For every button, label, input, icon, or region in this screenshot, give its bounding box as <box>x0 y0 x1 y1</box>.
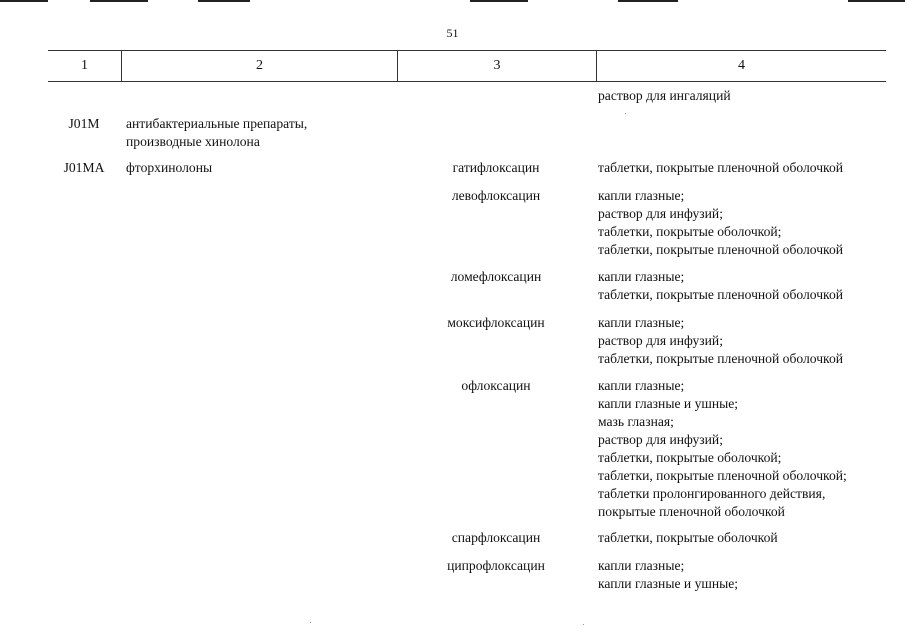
page-number: 51 <box>446 26 459 40</box>
dosage-form-list <box>598 187 898 259</box>
drug-name: ломефлоксацин <box>450 269 542 284</box>
dosage-form: раствор для инфузий; <box>598 333 723 348</box>
atc-code: J01MA <box>63 160 105 175</box>
dosage-form-list <box>598 557 898 593</box>
scan-speck <box>583 624 584 625</box>
scan-speck <box>625 113 626 114</box>
dosage-form-list <box>598 159 898 177</box>
dosage-form: капли глазные и ушные; <box>598 396 739 411</box>
dosage-form: таблетки пролонгированного действия, <box>598 486 826 501</box>
group-name-line: производные хинолона <box>126 134 260 149</box>
atc-group-name <box>126 159 386 177</box>
scan-artifact <box>470 0 528 2</box>
dosage-form: капли глазные; <box>598 378 685 393</box>
drug-name: гатифлоксацин <box>452 160 540 175</box>
dosage-form: капли глазные; <box>598 315 685 330</box>
dosage-form: капли глазные и ушные; <box>598 576 739 591</box>
dosage-form: капли глазные; <box>598 558 685 573</box>
dosage-form: таблетки, покрытые пленочной оболочкой <box>598 287 844 302</box>
dosage-form: таблетки, покрытые пленочной оболочкой <box>598 351 844 366</box>
scan-artifact <box>0 0 48 2</box>
dosage-form: капли глазные; <box>598 269 685 284</box>
header-col-4: 4 <box>738 58 745 73</box>
dosage-form: таблетки, покрытые пленочной оболочкой; <box>598 468 847 483</box>
dosage-form: раствор для ингаляций <box>598 88 731 103</box>
dosage-form-list <box>598 377 898 521</box>
group-name-line: антибактериальные препараты, <box>126 116 308 131</box>
dosage-form-list <box>598 268 898 304</box>
dosage-form: покрытые пленочной оболочкой <box>598 504 785 519</box>
atc-code: J01M <box>68 116 100 131</box>
drug-name: спарфлоксацин <box>451 530 541 545</box>
dosage-form: таблетки, покрытые пленочной оболочкой <box>598 242 844 257</box>
dosage-form: капли глазные; <box>598 188 685 203</box>
drug-name: офлоксацин <box>461 378 531 393</box>
header-col-2: 2 <box>256 58 263 73</box>
dosage-form: раствор для инфузий; <box>598 206 723 221</box>
scan-speck <box>310 622 311 623</box>
dosage-form-list <box>598 87 898 105</box>
dosage-form-list <box>598 529 898 547</box>
dosage-form-list <box>598 314 898 368</box>
header-col-1: 1 <box>81 58 88 73</box>
scan-artifact <box>848 0 905 2</box>
dosage-form: таблетки, покрытые оболочкой; <box>598 224 782 239</box>
dosage-form: таблетки, покрытые оболочкой; <box>598 450 782 465</box>
dosage-form: таблетки, покрытые пленочной оболочкой <box>598 160 844 175</box>
atc-group-name <box>126 115 386 151</box>
table-header <box>48 50 886 82</box>
dosage-form: таблетки, покрытые оболочкой <box>598 530 778 545</box>
drug-name: левофлоксацин <box>451 188 541 203</box>
header-col-3: 3 <box>493 58 501 73</box>
dosage-form: раствор для инфузий; <box>598 432 723 447</box>
group-name-line: фторхинолоны <box>126 160 213 175</box>
scan-artifact <box>618 0 678 2</box>
dosage-form: мазь глазная; <box>598 414 674 429</box>
scan-artifact <box>90 0 148 2</box>
drug-name: моксифлоксацин <box>447 315 545 330</box>
drug-name: ципрофлоксацин <box>447 558 545 573</box>
scan-artifact <box>198 0 250 2</box>
